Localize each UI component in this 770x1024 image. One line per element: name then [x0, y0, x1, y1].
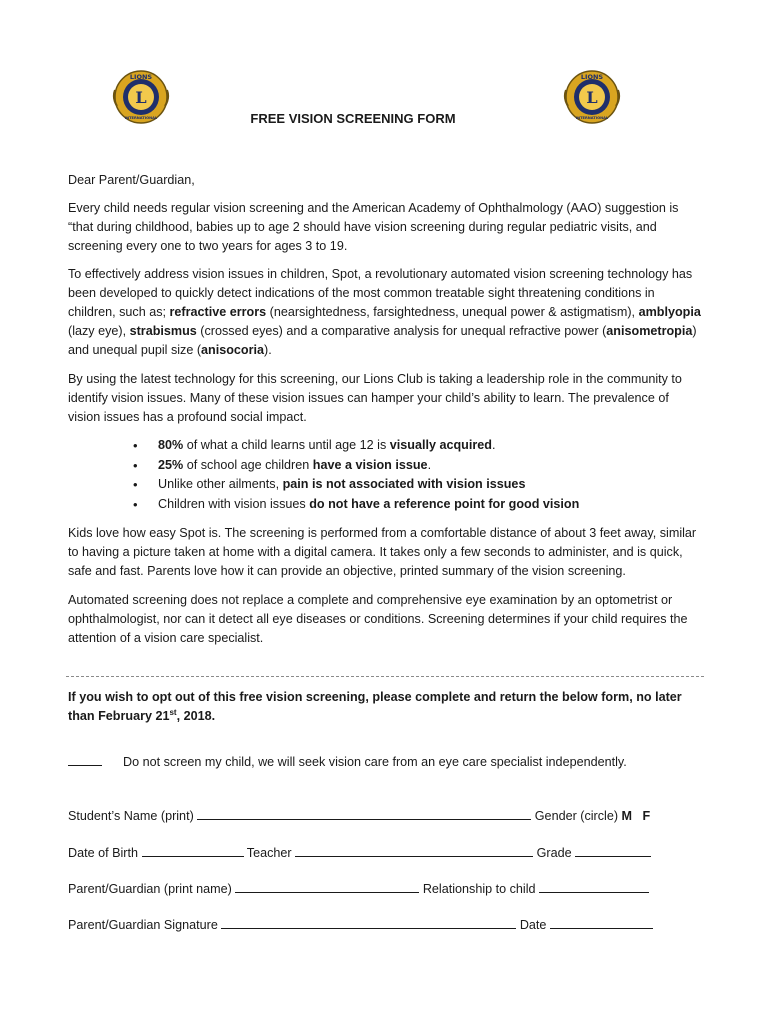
paragraph-disclaimer: Automated screening does not replace a complete and comprehensive eye examination by an optometrist or ophthalmologist, nor can it detect all eye diseases or conditions. Screening determines if your child requires the attention of a vision care specialist. [68, 593, 688, 645]
do-not-screen-blank[interactable] [68, 751, 102, 766]
svg-text:L: L [586, 88, 598, 107]
signature-row: Parent/Guardian Signature Date [68, 914, 708, 932]
gender-f-option[interactable]: F [642, 809, 651, 823]
paragraph-lions-club: By using the latest technology for this screening, our Lions Club is taking a leadership role in the community to identify vision issues. Many of these vision issues can hamper your child’s ability to learn. The prevalence of vision issues has a profound social impact. [68, 372, 682, 424]
teacher-field[interactable] [295, 842, 533, 857]
cut-line-divider [66, 676, 704, 677]
signature-field[interactable] [221, 914, 516, 929]
date-of-birth-field[interactable] [142, 842, 244, 857]
svg-text:L: L [135, 88, 147, 107]
opt-out-instructions: If you wish to opt out of this free vision screening, please complete and return the below form, no later than February 21st, 2018. [68, 690, 682, 723]
svg-text:LIONS: LIONS [129, 73, 153, 81]
do-not-screen-option: Do not screen my child, we will seek vision care from an eye care specialist independently. [68, 751, 704, 772]
list-item: • Children with vision issues do not have a reference point for good vision [133, 496, 580, 512]
student-name-field[interactable] [197, 805, 531, 820]
date-field[interactable] [550, 914, 653, 929]
bullet-list [133, 436, 693, 514]
list-item: • 25% of school age children have a vision issue. [133, 457, 432, 473]
student-name-row: Student’s Name (print) Gender (circle) M F [68, 805, 708, 823]
list-item: • 80% of what a child learns until age 12 is visually acquired. [133, 438, 496, 453]
greeting: Dear Parent/Guardian, [68, 173, 195, 187]
parent-name-row: Parent/Guardian (print name) Relationship to child [68, 878, 708, 896]
list-item: • Unlike other ailments, pain is not associated with vision issues [133, 477, 526, 493]
dob-row: Date of Birth Teacher Grade [68, 842, 708, 860]
svg-text:LIONS: LIONS [580, 73, 604, 81]
svg-text:INTERNATIONAL: INTERNATIONAL [124, 116, 158, 120]
paragraph-kids-love-spot: Kids love how easy Spot is. The screening is performed from a comfortable distance of about 3 feet away, similar to having a picture taken at home with a digital camera. It takes only a few seconds to administer, and is quick, safe and fast. Parents love how it can provide an objective, printed summary of the vision screening. [68, 526, 697, 578]
paragraph-aao: Every child needs regular vision screening and the American Academy of Ophthalmology (AAO) suggestion is “that during childhood, babies up to age 2 should have vision screening during regular pediatric visits, and screening every one to two years for ages 3 to 19. [68, 201, 679, 253]
grade-field[interactable] [575, 842, 651, 857]
parent-name-field[interactable] [235, 878, 419, 893]
gender-m-option[interactable]: M [621, 809, 633, 823]
paragraph-spot: To effectively address vision issues in children, Spot, a revolutionary automated vision screening technology has been developed to quickly detect indications of the most common treatable sight threatening conditions in children, such as; refractive errors (nearsightedness, farsightedness, unequal power & astigmatism), amblyopia (lazy eye), strabismus (crossed eyes) and a comparative analysis for unequal refractive power (anisometropia) and unequal pupil size (anisocoria). [68, 267, 701, 357]
page-title: FREE VISION SCREENING FORM [250, 111, 456, 126]
svg-text:INTERNATIONAL: INTERNATIONAL [575, 116, 609, 120]
relationship-field[interactable] [539, 878, 649, 893]
